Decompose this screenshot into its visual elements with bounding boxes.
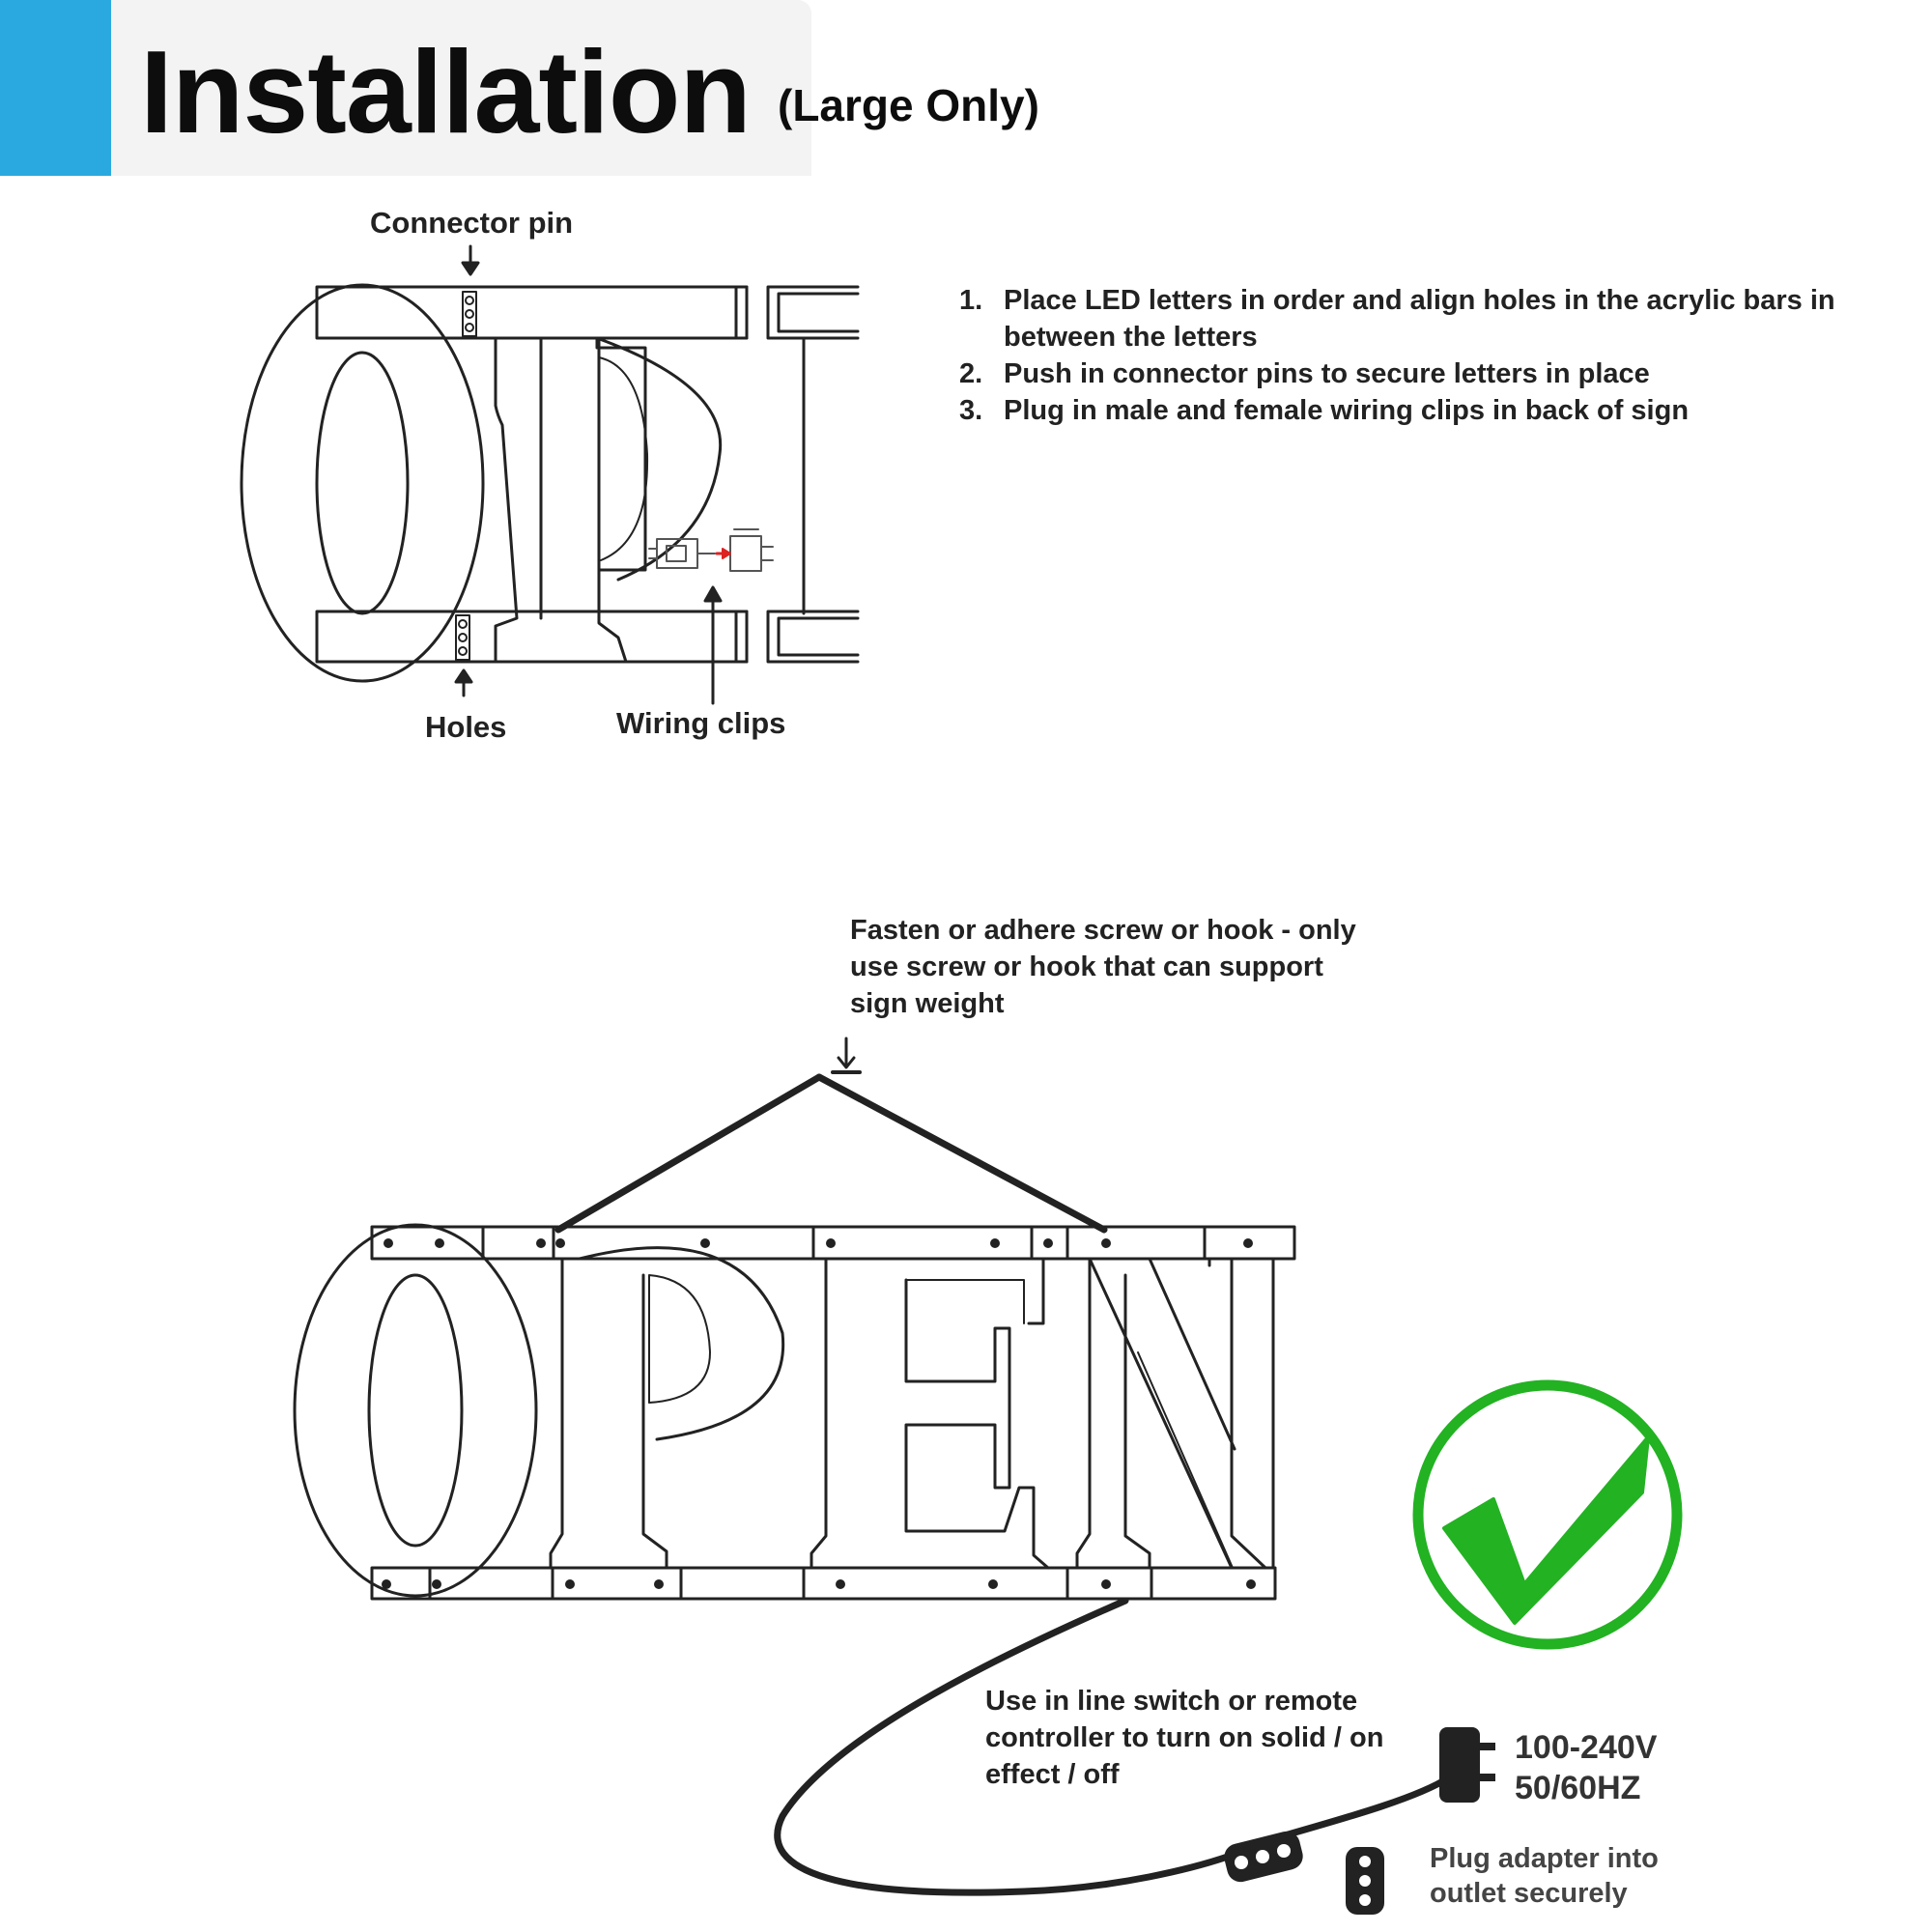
fasten-note: Fasten or adhere screw or hook - only use screw or hook that can support sign weight bbox=[850, 915, 1356, 1019]
step-number: 3. bbox=[959, 395, 983, 426]
step-item bbox=[959, 392, 1892, 429]
power-adapter-icon bbox=[1439, 1727, 1495, 1803]
sign-bottom-bar bbox=[372, 1568, 1275, 1599]
screw-hook-icon bbox=[833, 1038, 860, 1072]
sign-top-bar-holes bbox=[384, 1238, 1253, 1248]
sign-letter-o bbox=[295, 1225, 536, 1596]
step-text: Place LED letters in order and align holes in the acrylic bars in between the letters bbox=[1004, 285, 1835, 353]
check-mark-icon bbox=[1418, 1385, 1677, 1644]
step-text: Plug in male and female wiring clips in back of sign bbox=[1004, 395, 1690, 426]
switch-note: Use in line switch or remote controller to turn on solid / on effect / off bbox=[985, 1686, 1384, 1790]
step-item bbox=[959, 282, 1892, 355]
hanging-wire bbox=[558, 1077, 1104, 1230]
connector-pin-top bbox=[463, 292, 476, 336]
connector-pin-bottom bbox=[456, 615, 469, 660]
step-text: Push in connector pins to secure letters in place bbox=[1004, 358, 1650, 389]
letter-p-outline bbox=[496, 338, 721, 662]
outlet-icon bbox=[1346, 1847, 1384, 1915]
frequency-label: 50/60HZ bbox=[1515, 1770, 1641, 1806]
sign-letter-n bbox=[1077, 1259, 1273, 1568]
connector-pin-arrow bbox=[463, 246, 478, 274]
page-title: Installation bbox=[140, 26, 751, 157]
inline-switch bbox=[1221, 1829, 1305, 1885]
step-number: 2. bbox=[959, 358, 983, 389]
sign-letter-p bbox=[551, 1248, 783, 1568]
step-item bbox=[959, 355, 1892, 392]
step-number: 1. bbox=[959, 285, 983, 316]
wiring-clips-arrow bbox=[705, 587, 721, 703]
connector-pin-label: Connector pin bbox=[370, 206, 574, 240]
instruction-steps bbox=[959, 282, 1892, 429]
page-subtitle: (Large Only) bbox=[778, 80, 1039, 130]
holes-arrow bbox=[456, 670, 471, 696]
bottom-acrylic-bar bbox=[317, 611, 858, 662]
top-assembly-diagram bbox=[242, 246, 858, 703]
sign-word-label bbox=[628, 1615, 631, 1616]
sign-letter-e bbox=[811, 1259, 1048, 1568]
letter-o-outline bbox=[242, 285, 483, 681]
plug-note: Plug adapter into outlet securely bbox=[1430, 1843, 1659, 1909]
voltage-label: 100-240V bbox=[1515, 1729, 1658, 1766]
sign-bottom-bar-holes bbox=[382, 1579, 1256, 1589]
holes-label: Holes bbox=[425, 710, 507, 744]
wiring-clips-label: Wiring clips bbox=[616, 706, 786, 740]
